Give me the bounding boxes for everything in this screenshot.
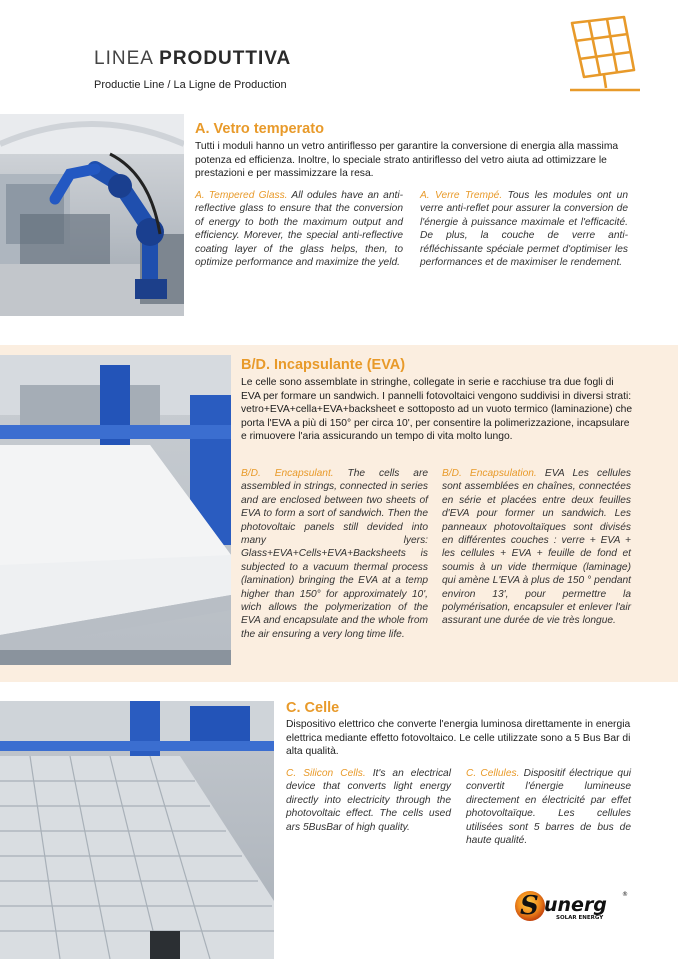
section-a-fr-text: A. Verre Trempé. Tous les modules ont un verre anti-reflet pour assurer la conversion de l'énergie à puissance maximale et l'efficacité. De plus, la couche de verre anti-réfléchissante spéciale permet d'optimiser les performances et de maximiser le rendement. xyxy=(420,190,628,269)
cells-photo xyxy=(0,701,274,959)
section-a-en-text: A. Tempered Glass. All odules have an anti-reflective glass to ensure that the conversion of energy to both the maximum output and efficiency. Morever, the special anti-reflective coating layer of the glass helps, then, to optimize performance and maximize the yeld. xyxy=(195,190,404,269)
sunerg-logo xyxy=(512,882,632,930)
lamination-photo xyxy=(0,355,231,665)
section-b-en-text: B/D. Encapsulant. The cells are assembled in strings, connected in series and are enclosed between two sheets of EVA to form a sort of sandwich. Then the photovoltaic panels still devided into many lyers: Glass+EVA+Cells+EVA+Backsheets is subjected to a vacuum thermal process (lamination) bringing the EVA at a temp higher than 150° for approximately 10', wich allows the polymerization of the EVA and encapsulate and the whole from the air ensuring a very long time life. xyxy=(241,468,428,640)
logo-registered: ® xyxy=(622,891,628,898)
section-b-intro: Le celle sono assemblate in stringhe, collegate in serie e racchiuse tra due fogli di EVA per formare un sandwich. I pannelli fotovoltaici vengono suddivisi in diversi strati: vetro+EVA+cella+EVA+backsheet e sottoposto ad un vuoto termico (laminazione) che porta l'EVA a più di 150° per circa 10', per consentire la polimerizzazione, incapsulare e rimuovere l'aria assicurando un tempo di vita molto lungo. xyxy=(241,377,633,443)
logo-tagline: SOLAR ENERGY xyxy=(556,915,604,921)
robot-arm-photo xyxy=(0,114,184,316)
section-b-fr-text: B/D. Encapsulation. EVA Les cellules sont assemblées en chaînes, connectées en série et placées entre deux feuilles d'EVA pour former un sandwich. Les panneaux photovoltaïques sont divisés en différentes couches : verre + EVA + les cellules + EVA + feuille de fond et soumis à un vide thermique (laminage) qui amène L'EVA à plus de 150 ° pendant environ 13', pour permettre la polymérisation, encapsuler et enlever l'air assurant une durée de vie très longue. xyxy=(442,468,631,627)
section-b-title: B/D. Incapsulante (EVA) xyxy=(241,357,406,373)
section-a-intro: Tutti i moduli hanno un vetro antiriflesso per garantire la conversione di energia alla massima potenza ed efficienza. Inoltre, lo speciale strato antiriflesso del vetro aiuta ad ottimizzare le prestazioni e per massimizzare la resa. xyxy=(195,141,619,180)
svg-text:S: S xyxy=(520,891,539,921)
page-subtitle: Productie Line / La Ligne de Production xyxy=(94,79,287,91)
section-c-title: C. Celle xyxy=(286,700,340,716)
solar-panel-icon xyxy=(566,14,642,96)
logo-name: unerg xyxy=(544,894,607,916)
section-c-fr-text: C. Cellules. Dispositif électrique qui convertit l'énergie lumineuse directement en électricité par effet photovoltaïque. Les cellules utilisées sont 5 barres de bus de haute qualité. xyxy=(466,768,631,847)
section-c-en-text: C. Silicon Cells. It's an electrical device that converts light energy directly into electricity through the photovoltaic effect. The cells used ars 5BusBar of high quality. xyxy=(286,768,451,833)
section-c-intro: Dispositivo elettrico che converte l'energia luminosa direttamente in energia elettrica mediante effetto fotovoltaico. Le celle utilizzate sono a 5 Bus Bar di alta qualità. xyxy=(286,719,631,758)
section-a-title: A. Vetro temperato xyxy=(195,121,324,137)
page-title: LINEA PRODUTTIVA xyxy=(94,48,292,69)
